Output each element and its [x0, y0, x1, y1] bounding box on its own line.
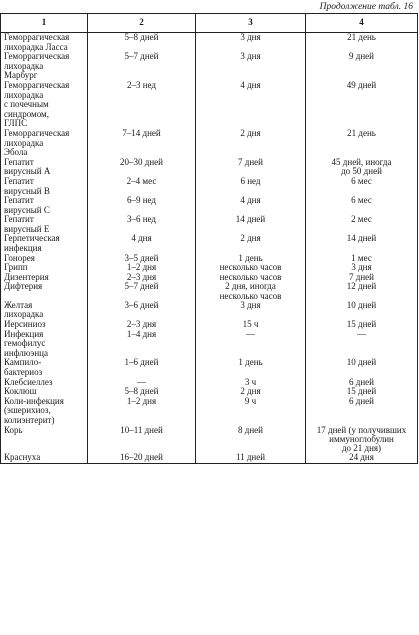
disease-name-line: бактериоз: [4, 367, 43, 377]
min-incubation-cell: [196, 453, 306, 463]
max-incubation-line: 3 дня: [351, 262, 372, 273]
max-incubation-cell: [306, 196, 418, 215]
table-row: [1, 330, 418, 359]
min-incubation-line: 1 день: [238, 357, 263, 368]
disease-name-line: вирусный С: [4, 204, 50, 215]
min-incubation-cell: [196, 177, 306, 196]
incubation-period-line: —: [137, 376, 146, 387]
disease-name-line: Геморрагическая: [4, 79, 70, 90]
min-incubation-line: 2 дня: [240, 386, 261, 397]
disease-name-line: Гепатит: [4, 214, 34, 225]
table-row: [1, 320, 418, 330]
max-incubation-line: 15 дней: [346, 386, 377, 397]
min-incubation-cell: [196, 129, 306, 158]
table-header-row: [1, 14, 418, 33]
disease-name-cell: [1, 129, 88, 158]
table-row: [1, 158, 418, 177]
table-row: [1, 234, 418, 253]
disease-name-line: Краснуха: [4, 452, 41, 463]
disease-name-cell: [1, 282, 88, 300]
table-row: [1, 52, 418, 81]
column-header-2: 2: [88, 14, 196, 33]
incubation-period-line: 2–3 нед: [126, 79, 157, 90]
disease-name-line: инфекция: [4, 243, 42, 254]
incubation-period-line: 5–8 дней: [124, 386, 159, 397]
disease-name-line: колиэнтерит): [4, 414, 55, 425]
min-incubation-line: 4 дня: [240, 195, 261, 206]
min-incubation-line: несколько часов: [219, 290, 282, 301]
max-incubation-line: —: [357, 328, 366, 339]
max-incubation-cell: [306, 426, 418, 454]
incubation-period-line: 20–30 дней: [120, 156, 163, 167]
max-incubation-line: 10 дней: [346, 357, 377, 368]
disease-name-line: с почечным: [4, 99, 49, 110]
table-row: [1, 129, 418, 158]
disease-name-cell: [1, 52, 88, 81]
max-incubation-line: 17 дней (у получивших: [316, 424, 407, 435]
incubation-period-cell: [88, 177, 196, 196]
table-row: [1, 453, 418, 463]
min-incubation-cell: [196, 52, 306, 81]
max-incubation-cell: [306, 215, 418, 234]
max-incubation-line: 9 дней: [349, 51, 374, 62]
table-row: [1, 301, 418, 320]
min-incubation-cell: [196, 301, 306, 320]
max-incubation-line: 6 дней: [349, 395, 374, 406]
disease-name-line: Клебсиеллез: [4, 376, 53, 387]
table-row: [1, 33, 418, 53]
min-incubation-line: 6 нед: [240, 175, 261, 186]
min-incubation-cell: [196, 81, 306, 129]
max-incubation-line: 6 мес: [351, 195, 372, 206]
incubation-period-line: 1–4 дня: [126, 328, 157, 339]
min-incubation-line: 3 ч: [244, 376, 257, 387]
incubation-period-cell: [88, 215, 196, 234]
max-incubation-line: 7 дней: [349, 271, 374, 282]
table-row: [1, 282, 418, 300]
disease-name-line: Гепатит: [4, 195, 34, 206]
disease-name-line: лихорадка: [4, 309, 44, 320]
incubation-period-line: 16–20 дней: [120, 452, 163, 463]
max-incubation-line: 24 дня: [349, 452, 374, 463]
disease-name-line: Эбола: [4, 147, 28, 158]
incubation-period-cell: [88, 129, 196, 158]
min-incubation-line: 15 ч: [242, 319, 259, 330]
min-incubation-cell: [196, 330, 306, 359]
min-incubation-cell: [196, 196, 306, 215]
max-incubation-line: 49 дней: [346, 79, 377, 90]
column-header-3: 3: [196, 14, 306, 33]
max-incubation-line: 21 день: [347, 127, 376, 138]
max-incubation-cell: [306, 358, 418, 377]
table-row: [1, 196, 418, 215]
min-incubation-line: несколько часов: [219, 271, 282, 282]
disease-name-line: вирусный А: [4, 166, 51, 177]
max-incubation-line: 6 дней: [349, 376, 374, 387]
incubation-period-line: 2–4 мес: [126, 175, 157, 186]
min-incubation-line: 2 дня: [240, 233, 261, 244]
table-caption: Продолжение табл. 16: [319, 2, 413, 12]
max-incubation-line: до 50 дней: [341, 165, 382, 176]
incubation-period-line: 1–2 дня: [126, 262, 157, 273]
incubation-period-cell: [88, 196, 196, 215]
table-row: [1, 426, 418, 454]
max-incubation-cell: [306, 81, 418, 129]
disease-name-line: Герпетическая: [4, 233, 60, 244]
disease-name-line: Желтая: [4, 299, 33, 310]
min-incubation-line: 3 дня: [240, 299, 261, 310]
min-incubation-cell: [196, 397, 306, 426]
disease-name-cell: [1, 234, 88, 253]
disease-name-line: вирусный Е: [4, 223, 50, 234]
incubation-period-cell: [88, 426, 196, 454]
incubation-period-line: 3–5 дней: [124, 252, 159, 263]
max-incubation-line: 14 дней: [346, 233, 377, 244]
incubation-period-line: 4 дня: [131, 233, 152, 244]
incubation-period-cell: [88, 453, 196, 463]
disease-name-cell: [1, 301, 88, 320]
incubation-period-line: 5–8 дней: [124, 32, 159, 42]
incubation-period-line: 3–6 нед: [126, 214, 157, 225]
min-incubation-line: 1 день: [238, 252, 263, 263]
disease-name-line: Гонорея: [4, 252, 35, 263]
max-incubation-line: 6 мес: [351, 175, 372, 186]
min-incubation-cell: [196, 234, 306, 253]
incubation-period-line: 2–3 дня: [126, 319, 157, 330]
table-row: [1, 397, 418, 426]
min-incubation-line: 4 дня: [240, 79, 261, 90]
disease-name-cell: [1, 196, 88, 215]
max-incubation-line: 10 дней: [346, 299, 377, 310]
disease-name-cell: [1, 177, 88, 196]
column-header-1: 1: [1, 14, 88, 33]
incubation-period-cell: [88, 234, 196, 253]
disease-name-line: Иерсиниоз: [4, 319, 46, 330]
table-row: [1, 215, 418, 234]
max-incubation-cell: [306, 330, 418, 359]
incubation-period-cell: [88, 52, 196, 81]
disease-name-line: инфлюэнца: [4, 347, 48, 358]
max-incubation-line: 21 день: [347, 32, 376, 42]
max-incubation-cell: [306, 301, 418, 320]
max-incubation-cell: [306, 234, 418, 253]
disease-name-line: (эшерихиоз,: [4, 405, 51, 416]
disease-name-cell: [1, 33, 88, 53]
incubation-period-line: 1–2 дня: [126, 395, 157, 406]
min-incubation-line: несколько часов: [219, 262, 282, 273]
max-incubation-cell: [306, 453, 418, 463]
max-incubation-cell: [306, 52, 418, 81]
disease-name-line: Геморрагическая: [4, 32, 70, 42]
disease-name-line: Геморрагическая: [4, 51, 70, 62]
max-incubation-line: 12 дней: [346, 281, 377, 292]
disease-name-line: Инфекция: [4, 328, 44, 339]
disease-name-cell: [1, 158, 88, 177]
min-incubation-cell: [196, 426, 306, 454]
min-incubation-line: 9 ч: [244, 395, 257, 406]
disease-name-line: Дизентерия: [4, 271, 49, 282]
disease-name-line: Коклюш: [4, 386, 37, 397]
min-incubation-line: 14 дней: [235, 214, 266, 225]
min-incubation-cell: [196, 158, 306, 177]
min-incubation-line: 2 дня, иногда: [225, 281, 276, 292]
disease-name-cell: [1, 453, 88, 463]
incubation-period-cell: [88, 330, 196, 359]
incubation-period-cell: [88, 33, 196, 53]
disease-name-line: Геморрагическая: [4, 127, 70, 138]
disease-name-cell: [1, 330, 88, 359]
min-incubation-cell: [196, 282, 306, 300]
max-incubation-cell: [306, 282, 418, 300]
min-incubation-line: 11 дней: [235, 452, 266, 463]
min-incubation-cell: [196, 358, 306, 377]
min-incubation-line: 2 дня: [240, 127, 261, 138]
table-row: [1, 358, 418, 377]
incubation-period-cell: [88, 158, 196, 177]
table-row: [1, 177, 418, 196]
max-incubation-line: 1 мес: [351, 252, 372, 263]
incubation-period-cell: [88, 81, 196, 129]
disease-name-line: лихорадка: [4, 60, 44, 71]
min-incubation-cell: [196, 33, 306, 53]
disease-name-cell: [1, 358, 88, 377]
disease-name-line: лихорадка Ласса: [4, 41, 68, 52]
incubation-period-line: 5–7 дней: [124, 51, 159, 62]
disease-name-line: Кампило-: [4, 357, 42, 368]
max-incubation-line: 15 дней: [346, 319, 377, 330]
incubation-period-line: 1–6 дней: [124, 357, 159, 368]
min-incubation-cell: [196, 215, 306, 234]
incubation-period-cell: [88, 282, 196, 300]
disease-name-line: вирусный В: [4, 185, 50, 196]
min-incubation-line: —: [246, 328, 255, 339]
incubation-period-line: 10–11 дней: [120, 424, 163, 435]
disease-name-cell: [1, 81, 88, 129]
disease-name-line: Дифтерия: [4, 281, 43, 292]
min-incubation-line: 3 дня: [240, 32, 261, 42]
max-incubation-cell: [306, 33, 418, 53]
table-row: [1, 81, 418, 129]
disease-name-cell: [1, 426, 88, 454]
incubation-period-cell: [88, 358, 196, 377]
disease-name-cell: [1, 215, 88, 234]
max-incubation-cell: [306, 158, 418, 177]
incubation-period-line: 2–3 дня: [126, 271, 157, 282]
max-incubation-line: 45 дней, иногда: [331, 156, 392, 167]
disease-name-line: Грипп: [4, 262, 28, 273]
max-incubation-line: иммуноглобулин: [329, 433, 394, 444]
incubation-period-line: 6–9 нед: [126, 195, 157, 206]
disease-name-line: Корь: [4, 424, 23, 435]
max-incubation-line: до 21 дня): [341, 442, 382, 453]
disease-name-line: Гепатит: [4, 156, 34, 167]
incubation-period-cell: [88, 397, 196, 426]
min-incubation-line: 8 дней: [238, 424, 263, 435]
incubation-period-line: 3–6 дней: [124, 299, 159, 310]
disease-name-line: Гепатит: [4, 175, 34, 186]
min-incubation-line: 3 дня: [240, 51, 261, 62]
disease-name-line: ГЛПС: [4, 118, 28, 129]
column-header-4: 4: [306, 14, 418, 33]
disease-name-line: лихорадка: [4, 89, 44, 100]
incubation-period-line: 7–14 дней: [122, 127, 161, 138]
max-incubation-line: 2 мес: [351, 214, 372, 225]
disease-name-line: лихорадка: [4, 137, 44, 148]
max-incubation-cell: [306, 397, 418, 426]
disease-name-line: гемофилус: [4, 338, 46, 349]
incubation-period-cell: [88, 301, 196, 320]
disease-name-line: Марбург: [4, 70, 38, 81]
min-incubation-line: 7 дней: [238, 156, 263, 167]
disease-name-cell: [1, 397, 88, 426]
incubation-period-line: 5–7 дней: [124, 281, 159, 292]
max-incubation-cell: [306, 129, 418, 158]
incubation-table: [0, 13, 418, 464]
disease-name-line: синдромом,: [4, 108, 50, 119]
max-incubation-cell: [306, 177, 418, 196]
disease-name-line: Коли-инфекция: [4, 395, 64, 406]
